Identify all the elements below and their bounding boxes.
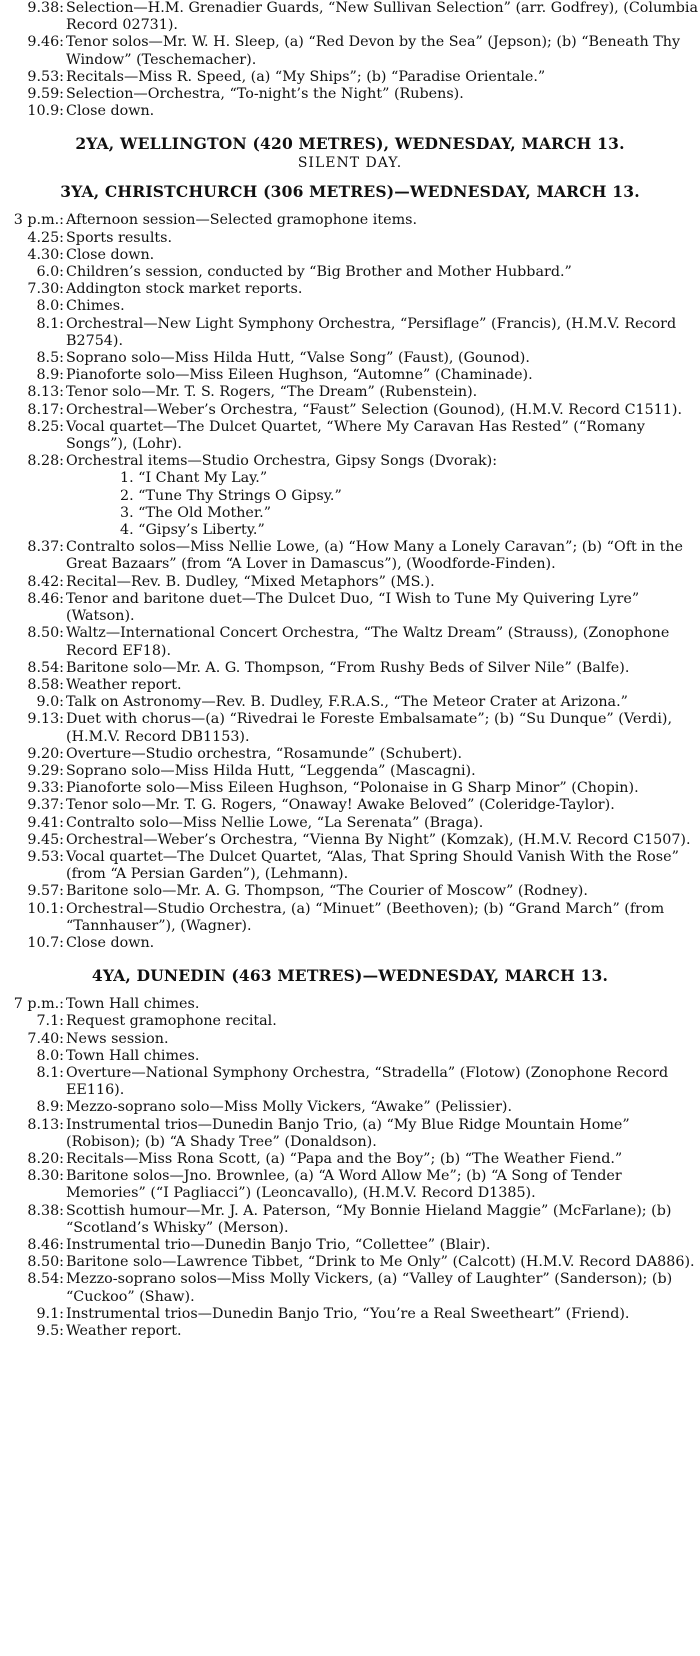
entry-text: Tenor solo—Mr. T. S. Rogers, “The Dream” (Rubenstein). (66, 384, 478, 401)
programme-entry (0, 1271, 700, 1305)
entry-time: 8.50: (27, 1254, 64, 1271)
programme-entry (0, 264, 700, 281)
entry-text: Recitals—Miss R. Speed, (a) “My Ships”; (b) “Paradise Orientale.” (66, 68, 546, 85)
entry-text: Tenor solo—Mr. T. G. Rogers, “Onaway! Awake Beloved” (Coleridge-Taylor). (66, 797, 615, 814)
entry-time: 8.0: (36, 1047, 64, 1064)
entry-text: Scottish humour—Mr. J. A. Paterson, “My Bonnie Hieland Maggie” (McFarlane); (b) “Scotland’s Whisky” (Merson). (66, 1202, 672, 1236)
entry-time: 7.1: (36, 1013, 64, 1030)
entry-time: 8.5: (36, 350, 64, 367)
entry-time: 9.33: (27, 780, 64, 797)
entry-time: 8.1: (36, 1064, 64, 1081)
programme-entry (0, 86, 700, 103)
entry-text: Town Hall chimes. (66, 996, 200, 1013)
programme-entry (0, 69, 700, 86)
entry-text: Overture—National Symphony Orchestra, “Stradella” (Flotow) (Zonophone Record EE116). (66, 1064, 669, 1099)
entry-time: 10.7: (27, 934, 64, 951)
programme-entry (0, 996, 700, 1013)
entry-time: 8.13: (27, 1116, 64, 1133)
programme-entry (0, 298, 700, 315)
entry-text: Pianoforte solo—Miss Eileen Hughson, “Automne” (Chaminade). (66, 367, 533, 384)
gipsy-song-item: 3. “The Old Mother.” (120, 504, 272, 521)
programme-entry (0, 625, 700, 659)
entry-text: Baritone solo—Mr. A. G. Thompson, “The Courier of Moscow” (Rodney). (66, 883, 588, 900)
programme-entry (0, 574, 700, 591)
entry-text: News session. (66, 1030, 169, 1047)
entry-time: 9.13: (27, 711, 64, 728)
entry-time: 9.41: (27, 814, 64, 831)
entry-time: 8.20: (27, 1150, 64, 1167)
gipsy-songs-list (0, 470, 700, 539)
entry-time: 4.25: (27, 229, 64, 246)
silent-day: SILENT DAY. (297, 155, 403, 172)
programme-entry (0, 1013, 700, 1030)
programme-entry (0, 694, 700, 711)
programme-entry (0, 901, 700, 935)
entry-text: Overture—Studio orchestra, “Rosamunde” (Schubert). (66, 745, 462, 762)
heading-4ya: 4YA, DUNEDIN (463 METRES)—WEDNESDAY, MARCH 13. (91, 966, 609, 986)
entry-time: 8.17: (27, 401, 64, 418)
programme-entry (0, 1099, 700, 1116)
entry-text: Orchestral—Studio Orchestra, (a) “Minuet” (Beethoven); (b) “Grand March” (from “Tannhauser”), (Wagner). (66, 900, 665, 934)
programme-entry (0, 0, 700, 34)
entry-time: 7.40: (27, 1030, 64, 1047)
entry-text: Contralto solo—Miss Nellie Lowe, “La Serenata” (Braga). (66, 814, 484, 831)
programme-entry (0, 883, 700, 900)
entry-text: Weather report. (66, 676, 182, 693)
block-4ya (0, 996, 700, 1340)
entry-text: Baritone solo—Mr. A. G. Thompson, “From Rushy Beds of Silver Nile” (Balfe). (66, 659, 630, 676)
programme-entry (0, 832, 700, 849)
entry-time: 9.37: (27, 797, 64, 814)
entry-time: 9.1: (36, 1305, 64, 1322)
entry-time: 8.0: (36, 298, 64, 315)
programme-entry (0, 419, 700, 453)
programme-entry (0, 1168, 700, 1202)
entry-time: 9.29: (27, 762, 64, 779)
entry-time: 9.46: (27, 34, 64, 51)
entry-text: Recitals—Miss Rona Scott, (a) “Papa and the Boy”; (b) “The Weather Fiend.” (66, 1150, 623, 1167)
entry-text: Selection—H.M. Grenadier Guards, “New Sullivan Selection” (arr. Godfrey), (Columbia Record 02731). (66, 0, 698, 34)
entry-time: 10.9: (27, 103, 64, 120)
entry-text: Orchestral—New Light Symphony Orchestra, “Persiflage” (Francis), (H.M.V. Record B2754). (66, 315, 677, 349)
gipsy-song-item: 2. “Tune Thy Strings O Gipsy.” (120, 487, 342, 504)
entry-text: Tenor and baritone duet—The Dulcet Duo, “I Wish to Tune My Quivering Lyre” (Watson). (66, 590, 640, 625)
programme-entry (0, 350, 700, 367)
entry-time: 8.46: (27, 1237, 64, 1253)
entry-text: Waltz—International Concert Orchestra, “The Waltz Dream” (Strauss), (Zonophone Record EF18). (66, 625, 670, 659)
programme-entry (0, 763, 700, 780)
entry-text: Instrumental trio—Dunedin Banjo Trio, “Collettee” (Blair). (66, 1237, 491, 1253)
programme-entry (0, 591, 700, 625)
entry-text: Town Hall chimes. (66, 1047, 200, 1064)
entry-text: Instrumental trios—Dunedin Banjo Trio, “You’re a Real Sweetheart” (Friend). (66, 1305, 630, 1322)
programme-entry (0, 539, 700, 573)
entry-text: Chimes. (66, 298, 125, 315)
entry-time: 8.38: (27, 1202, 64, 1219)
entry-time: 9.57: (27, 883, 64, 900)
programme-entry (0, 103, 700, 120)
entry-time: 8.30: (27, 1168, 64, 1185)
programme-entry (0, 1065, 700, 1099)
entry-time: 9.20: (27, 745, 64, 762)
programme-entry (0, 746, 700, 763)
gipsy-song-item: 1. “I Chant My Lay.” (120, 470, 268, 487)
entry-text: Vocal quartet—The Dulcet Quartet, “Where My Caravan Has Rested” (“Romany Songs”), (Lohr). (66, 418, 645, 453)
programme-entry (0, 1203, 700, 1237)
heading-3ya: 3YA, CHRISTCHURCH (306 METRES)—WEDNESDAY, MARCH 13. (60, 182, 640, 202)
entry-time: 10.1: (27, 900, 64, 917)
entry-time: 8.9: (36, 367, 64, 384)
programme-entry (0, 677, 700, 694)
entry-time: 8.54: (27, 1271, 64, 1288)
entry-text: Request gramophone recital. (66, 1013, 277, 1030)
block-1ya-continued (0, 0, 700, 120)
programme-entry (0, 1306, 700, 1323)
entry-text: Close down. (66, 103, 155, 120)
entry-text: Close down. (66, 934, 155, 951)
programme-entry (0, 384, 700, 401)
programme-entry (0, 849, 700, 883)
programme-entry (0, 797, 700, 814)
entry-text: Soprano solo—Miss Hilda Hutt, “Valse Song” (Faust), (Gounod). (66, 350, 530, 367)
entry-text: Duet with chorus—(a) “Rivedrai le Foreste Embalsamate”; (b) “Su Dunque” (Verdi), (H.M.V. Record DB1153). (66, 711, 673, 745)
entry-time: 8.9: (36, 1099, 64, 1116)
entry-text: Vocal quartet—The Dulcet Quartet, “Alas, That Spring Should Vanish With the Rose” (from “A Persian Garden”), (Lehmann). (66, 848, 679, 883)
programme-entry (0, 1151, 700, 1168)
entry-time: 9.38: (27, 0, 64, 16)
programme-entry (0, 1237, 700, 1254)
entry-time: 9.45: (27, 831, 64, 848)
entry-text: Orchestral items—Studio Orchestra, Gipsy Songs (Dvorak): (66, 453, 498, 470)
entry-time: 8.46: (27, 590, 64, 607)
entry-text: Instrumental trios—Dunedin Banjo Trio, (a) “My Blue Ridge Mountain Home” (Robison); (b) “A Shady Tree” (Donaldson). (66, 1116, 630, 1150)
entry-time: 7.30: (27, 281, 64, 298)
programme-entry (0, 212, 700, 229)
entry-time: 8.13: (27, 384, 64, 401)
entry-text: Addington stock market reports. (66, 281, 303, 298)
programme-entry (0, 367, 700, 384)
programme-entry (0, 281, 700, 298)
entry-text: Mezzo-soprano solos—Miss Molly Vickers, (a) “Valley of Laughter” (Sanderson); (b) “Cuckoo” (Shaw). (66, 1271, 673, 1305)
entry-text: Recital—Rev. B. Dudley, “Mixed Metaphors” (MS.). (66, 573, 435, 590)
entry-text: Baritone solos—Jno. Brownlee, (a) “A Word Allow Me”; (b) “A Song of Tender Memories” (“I Pagliacci”) (Leoncavallo), (H.M.V. Record D1385). (66, 1168, 622, 1202)
programme-entry (0, 1031, 700, 1048)
entry-time: 8.1: (36, 315, 64, 332)
programme-entry (0, 660, 700, 677)
entry-text: Pianoforte solo—Miss Eileen Hughson, “Polonaise in G Sharp Minor” (Chopin). (66, 780, 639, 797)
entry-time: 3 p.m.: (13, 212, 64, 229)
programme-entry (0, 935, 700, 952)
entry-text: Children’s session, conducted by “Big Brother and Mother Hubbard.” (66, 264, 572, 281)
entry-text: Baritone solo—Lawrence Tibbet, “Drink to Me Only” (Calcott) (H.M.V. Record DA886). (66, 1254, 695, 1271)
programme-entry (0, 711, 700, 745)
programme-entry (0, 34, 700, 68)
entry-time: 9.0: (36, 694, 64, 711)
programme-entry (0, 230, 700, 247)
entry-time: 9.5: (36, 1323, 64, 1340)
entry-text: Tenor solos—Mr. W. H. Sleep, (a) “Red Devon by the Sea” (Jepson); (b) “Beneath Thy Window” (Teschemacher). (66, 34, 681, 68)
programme-entry (0, 402, 700, 419)
programme-entry (0, 316, 700, 350)
programme-entry (0, 815, 700, 832)
entry-time: 8.54: (27, 659, 64, 676)
entry-text: Talk on Astronomy—Rev. B. Dudley, F.R.A.S., “The Meteor Crater at Arizona.” (66, 694, 628, 711)
entry-time: 9.53: (27, 848, 64, 865)
entry-time: 9.59: (27, 86, 64, 103)
entry-text: Afternoon session—Selected gramophone items. (66, 212, 418, 229)
entry-time: 7 p.m.: (13, 996, 64, 1013)
entry-text: Sports results. (66, 229, 173, 246)
entry-text: Selection—Orchestra, “To-night’s the Night” (Rubens). (66, 86, 464, 103)
entry-text: Orchestral—Weber’s Orchestra, “Vienna By Night” (Komzak), (H.M.V. Record C1507). (66, 831, 691, 848)
programme-entry (0, 1048, 700, 1065)
programme-entry (0, 780, 700, 797)
programme-entry (0, 247, 700, 264)
entry-time: 8.28: (27, 453, 64, 470)
entry-text: Contralto solos—Miss Nellie Lowe, (a) “How Many a Lonely Caravan”; (b) “Oft in the Great Bazaars” (from “A Lover in Damascus”), (Woodforde-Finden). (66, 539, 684, 573)
entry-text: Weather report. (66, 1323, 182, 1340)
entry-time: 6.0: (36, 264, 64, 281)
block-3ya-part-a (0, 212, 700, 470)
programme-entry (0, 1117, 700, 1151)
entry-time: 8.37: (27, 539, 64, 556)
entry-text: Mezzo-soprano solo—Miss Molly Vickers, “Awake” (Pelissier). (66, 1099, 513, 1116)
entry-time: 8.50: (27, 625, 64, 642)
heading-2ya: 2YA, WELLINGTON (420 METRES), WEDNESDAY, MARCH 13. (75, 134, 625, 154)
entry-text: Soprano solo—Miss Hilda Hutt, “Leggenda” (Mascagni). (66, 762, 476, 779)
block-3ya-part-b (0, 539, 700, 952)
programme-entry (0, 1254, 700, 1271)
entry-text: Orchestral—Weber’s Orchestra, “Faust” Selection (Gounod), (H.M.V. Record C1511). (66, 401, 683, 418)
entry-time: 8.58: (27, 676, 64, 693)
entry-time: 4.30: (27, 246, 64, 263)
entry-time: 9.53: (27, 68, 64, 85)
programme-entry (0, 1323, 700, 1340)
entry-time: 8.42: (27, 573, 64, 590)
gipsy-song-item: 4. “Gipsy’s Liberty.” (120, 522, 265, 539)
entry-time: 8.25: (27, 418, 64, 435)
entry-text: Close down. (66, 246, 155, 263)
programme-entry (0, 453, 700, 470)
